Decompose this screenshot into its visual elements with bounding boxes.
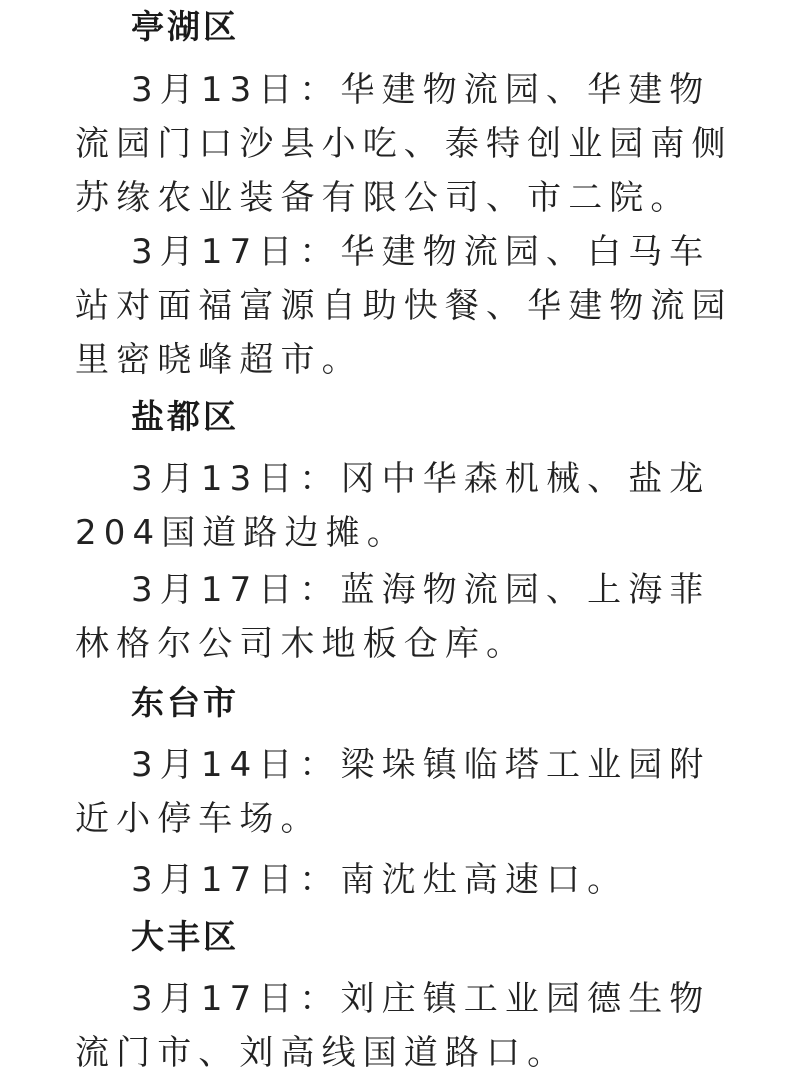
entry-dafeng-0317: 3月17日：刘庄镇工业园德生物流门市、刘高线国道路口。	[75, 979, 711, 1073]
entry-tinghu-0313: 3月13日：华建物流园、华建物流园门口沙县小吃、泰特创业园南侧苏缘农业装备有限公司、市二院。	[75, 70, 733, 218]
entry-tinghu-0317: 3月17日：华建物流园、白马车站对面福富源自助快餐、华建物流园里密晓峰超市。	[75, 232, 733, 380]
entry-yandu-0317: 3月17日：蓝海物流园、上海菲林格尔公司木地板仓库。	[75, 570, 711, 664]
region-heading-dafeng: 大丰区	[131, 917, 239, 956]
entry-dongtai-0314: 3月14日：梁垛镇临塔工业园附近小停车场。	[75, 745, 711, 839]
entry-dongtai-0317: 3月17日：南沈灶高速口。	[131, 860, 629, 900]
entry-yandu-0313: 3月13日：冈中华森机械、盐龙204国道路边摊。	[75, 459, 711, 553]
region-heading-tinghu: 亭湖区	[131, 7, 239, 46]
region-heading-dongtai: 东台市	[131, 683, 239, 722]
region-heading-yandu: 盐都区	[131, 397, 239, 436]
